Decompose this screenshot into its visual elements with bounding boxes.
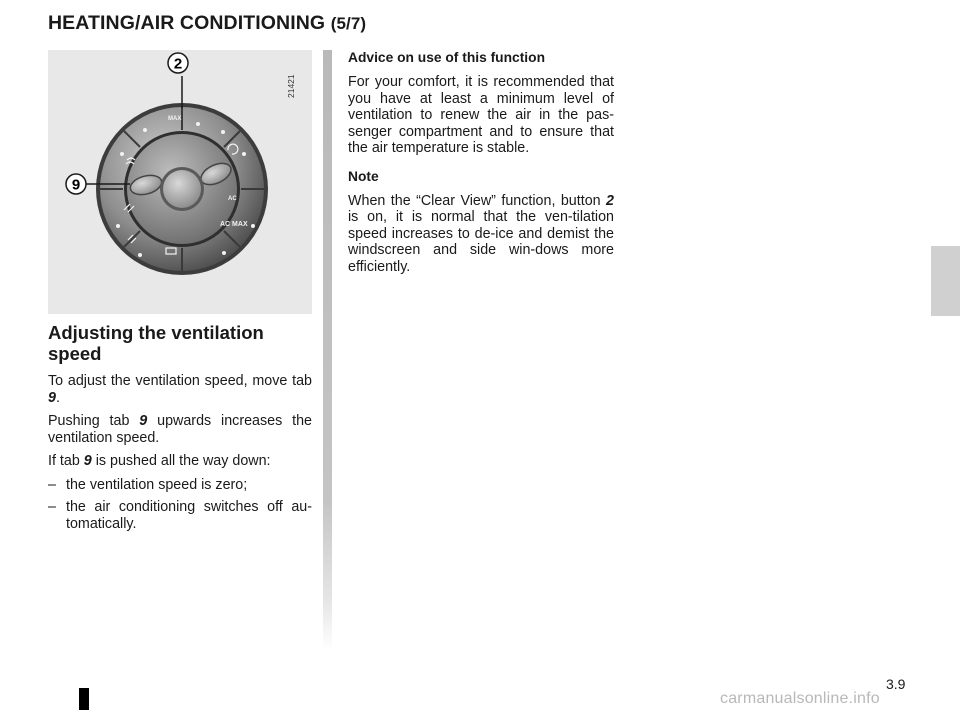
- column-divider: [323, 50, 332, 650]
- note-paragraph: [348, 193, 614, 276]
- consequence-list: [48, 477, 312, 533]
- advice-heading: Advice on use of this function: [348, 50, 545, 65]
- left-column: [48, 322, 312, 538]
- list-item-text: the air conditioning switches off au-tomatically.: [66, 499, 312, 532]
- max-defrost-label: MAX: [168, 116, 182, 122]
- advice-paragraph: For your comfort, it is recommended that you have at least a minimum level of ventilation to renew the air in the pas-senger compartment and to ensure that the air temperature is stable.: [348, 74, 614, 156]
- text-fragment: is pushed all the way down:: [91, 453, 271, 469]
- paragraph-push-up: [48, 413, 312, 446]
- corner-mark: [79, 688, 89, 710]
- text-fragment: is on, it is normal that the ven-tilation speed increases to de-ice and demist the windscreen and side win-dows more efficiently.: [348, 209, 614, 275]
- control-dial-illustration: [48, 50, 312, 314]
- callout-2-label: 2: [173, 55, 183, 73]
- dash-marker: –: [48, 476, 56, 493]
- note-heading: Note: [348, 168, 379, 184]
- dash-marker: –: [48, 499, 56, 515]
- text-fragment: When the “Clear View” function, button: [348, 192, 607, 209]
- list-item: [48, 477, 312, 494]
- reference-number: 9: [139, 413, 148, 429]
- paragraph-push-down: [48, 453, 312, 470]
- text-fragment: To adjust the ventilation speed, move tab: [48, 373, 312, 389]
- text-fragment: .: [55, 389, 60, 406]
- list-item: [48, 499, 312, 532]
- title-part: (5/7): [330, 14, 367, 33]
- text-fragment: If tab: [48, 453, 84, 469]
- paragraph-move-tab: [48, 373, 312, 406]
- page-title: [48, 12, 366, 35]
- section-heading: Adjusting the ventilation speed: [48, 322, 264, 364]
- reference-number: 9: [83, 453, 92, 469]
- chapter-tab: [931, 246, 960, 316]
- text-fragment: upwards increases the ventilation speed.: [48, 413, 312, 446]
- page-number: 3.9: [886, 676, 906, 692]
- list-item-text: the ventilation speed is zero;: [66, 476, 248, 493]
- ac-label: AC: [228, 196, 237, 202]
- reference-number: 2: [606, 192, 614, 209]
- text-fragment: Pushing tab: [48, 413, 140, 429]
- reference-number: 9: [48, 389, 56, 406]
- callout-9-label: 9: [71, 176, 81, 194]
- right-column: [348, 50, 614, 282]
- figure-code: 21421: [286, 74, 296, 98]
- watermark: carmanualsonline.info: [720, 690, 880, 707]
- ac-max-label: AC MAX: [220, 221, 248, 228]
- title-text: HEATING/AIR CONDITIONING: [48, 12, 326, 34]
- control-panel-figure: [48, 50, 312, 314]
